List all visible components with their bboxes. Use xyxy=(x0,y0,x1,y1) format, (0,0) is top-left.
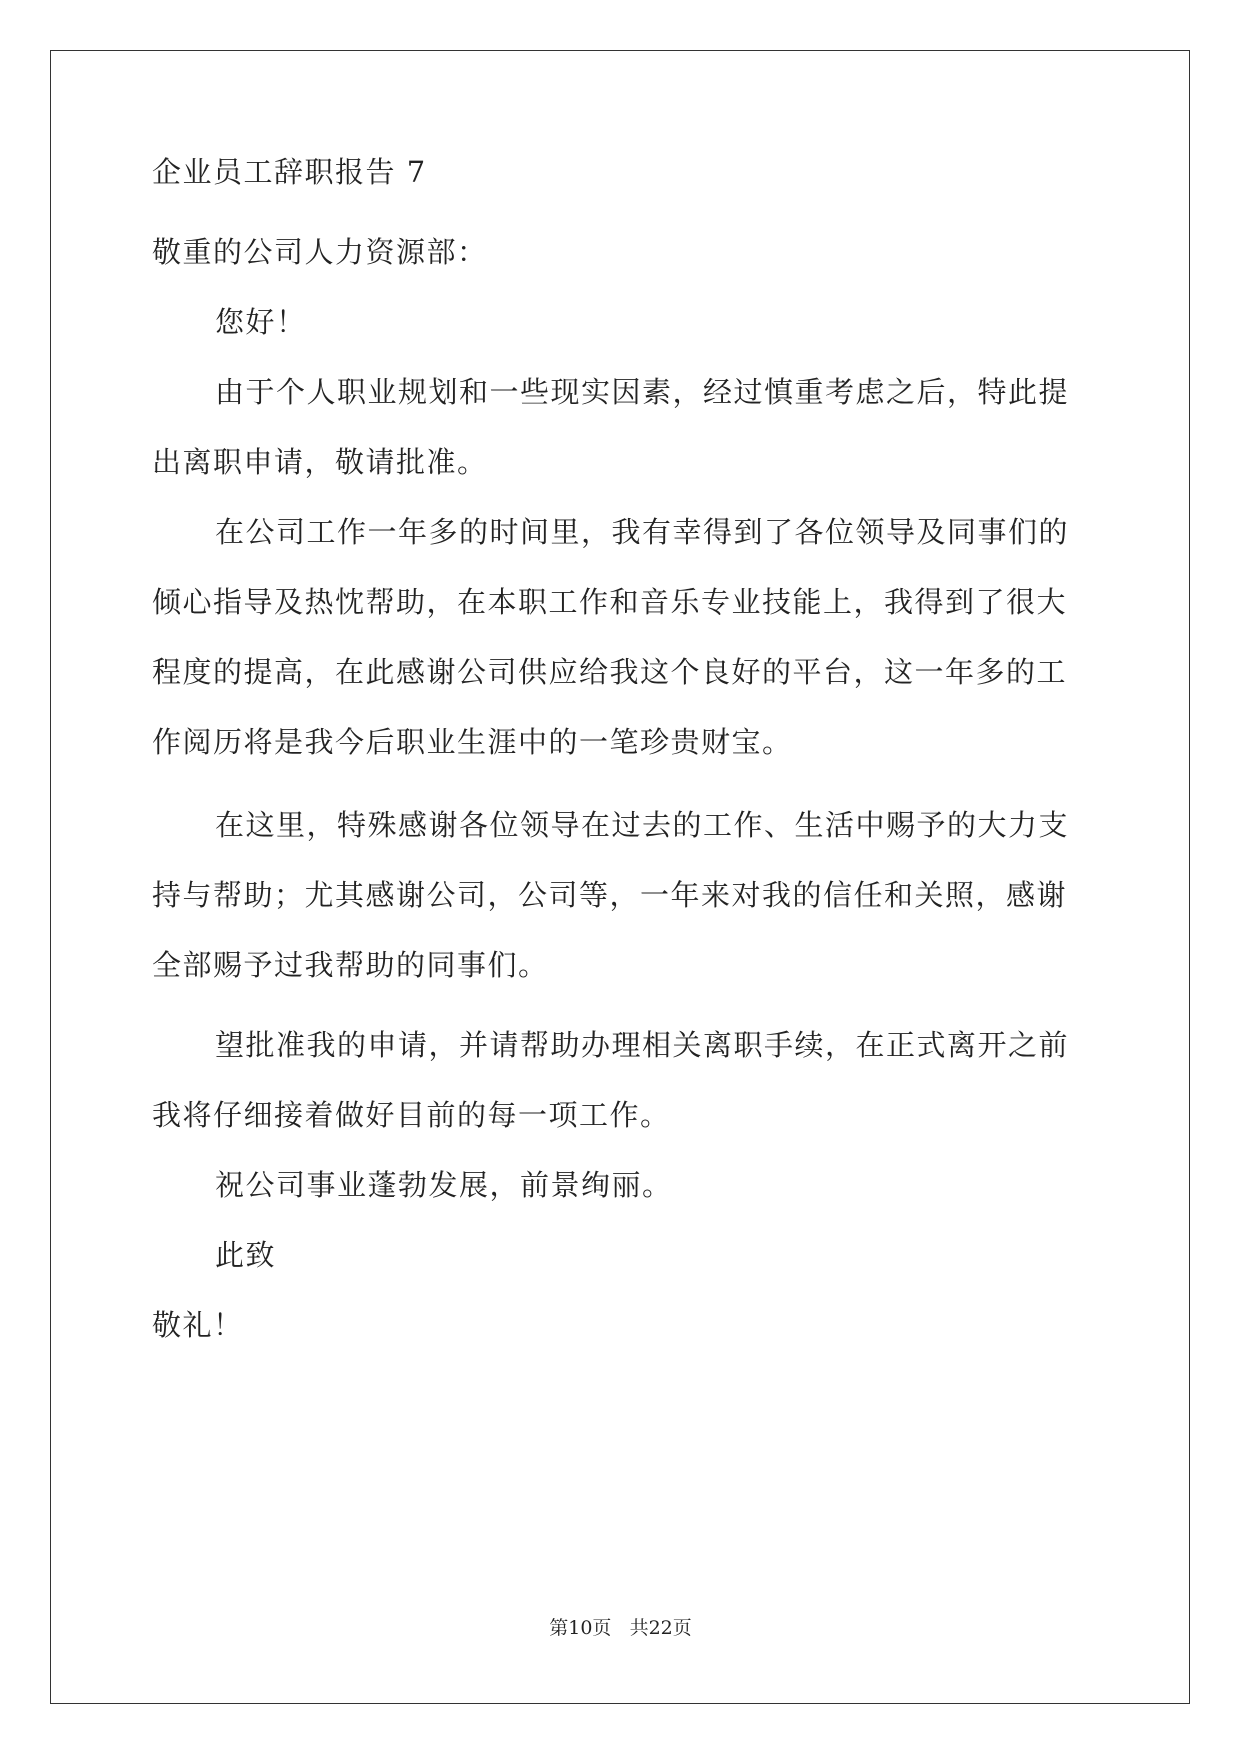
footer-total-prefix: 共 xyxy=(629,1617,649,1639)
footer-current-page: 10 xyxy=(568,1617,593,1639)
footer-page-prefix: 第 xyxy=(549,1617,569,1639)
footer-total-pages: 22 xyxy=(648,1617,673,1639)
footer-total-suffix: 页 xyxy=(672,1617,692,1639)
closing-jingli: 敬礼！ xyxy=(152,1308,244,1342)
paragraph-1-line-2: 出离职申请，敬请批准。 xyxy=(152,445,488,479)
greeting: 您好！ xyxy=(215,305,307,339)
paragraph-4-line-2: 我将仔细接着做好目前的每一项工作。 xyxy=(152,1098,671,1132)
footer-page-suffix: 页 xyxy=(592,1617,612,1639)
page-footer xyxy=(0,1616,1241,1640)
paragraph-1-line-1: 由于个人职业规划和一些现实因素，经过慎重考虑之后，特此提 xyxy=(215,375,1070,409)
paragraph-2-line-4: 作阅历将是我今后职业生涯中的一笔珍贵财宝。 xyxy=(152,725,793,759)
paragraph-3-line-2: 持与帮助；尤其感谢公司，公司等，一年来对我的信任和关照，感谢 xyxy=(152,878,1068,912)
paragraph-2-line-1: 在公司工作一年多的时间里，我有幸得到了各位领导及同事们的 xyxy=(215,515,1070,549)
paragraph-3-line-1: 在这里，特殊感谢各位领导在过去的工作、生活中赐予的大力支 xyxy=(215,808,1070,842)
closing-wish: 祝公司事业蓬勃发展，前景绚丽。 xyxy=(215,1168,673,1202)
paragraph-2-line-2: 倾心指导及热忱帮助，在本职工作和音乐专业技能上，我得到了很大 xyxy=(152,585,1068,619)
closing-cizhi: 此致 xyxy=(215,1238,277,1272)
document-title: 企业员工辞职报告 7 xyxy=(152,155,427,189)
paragraph-2-line-3: 程度的提高，在此感谢公司供应给我这个良好的平台，这一年多的工 xyxy=(152,655,1068,689)
salutation: 敬重的公司人力资源部： xyxy=(152,235,488,269)
paragraph-4-line-1: 望批准我的申请，并请帮助办理相关离职手续，在正式离开之前 xyxy=(215,1028,1070,1062)
paragraph-3-line-3: 全部赐予过我帮助的同事们。 xyxy=(152,948,549,982)
